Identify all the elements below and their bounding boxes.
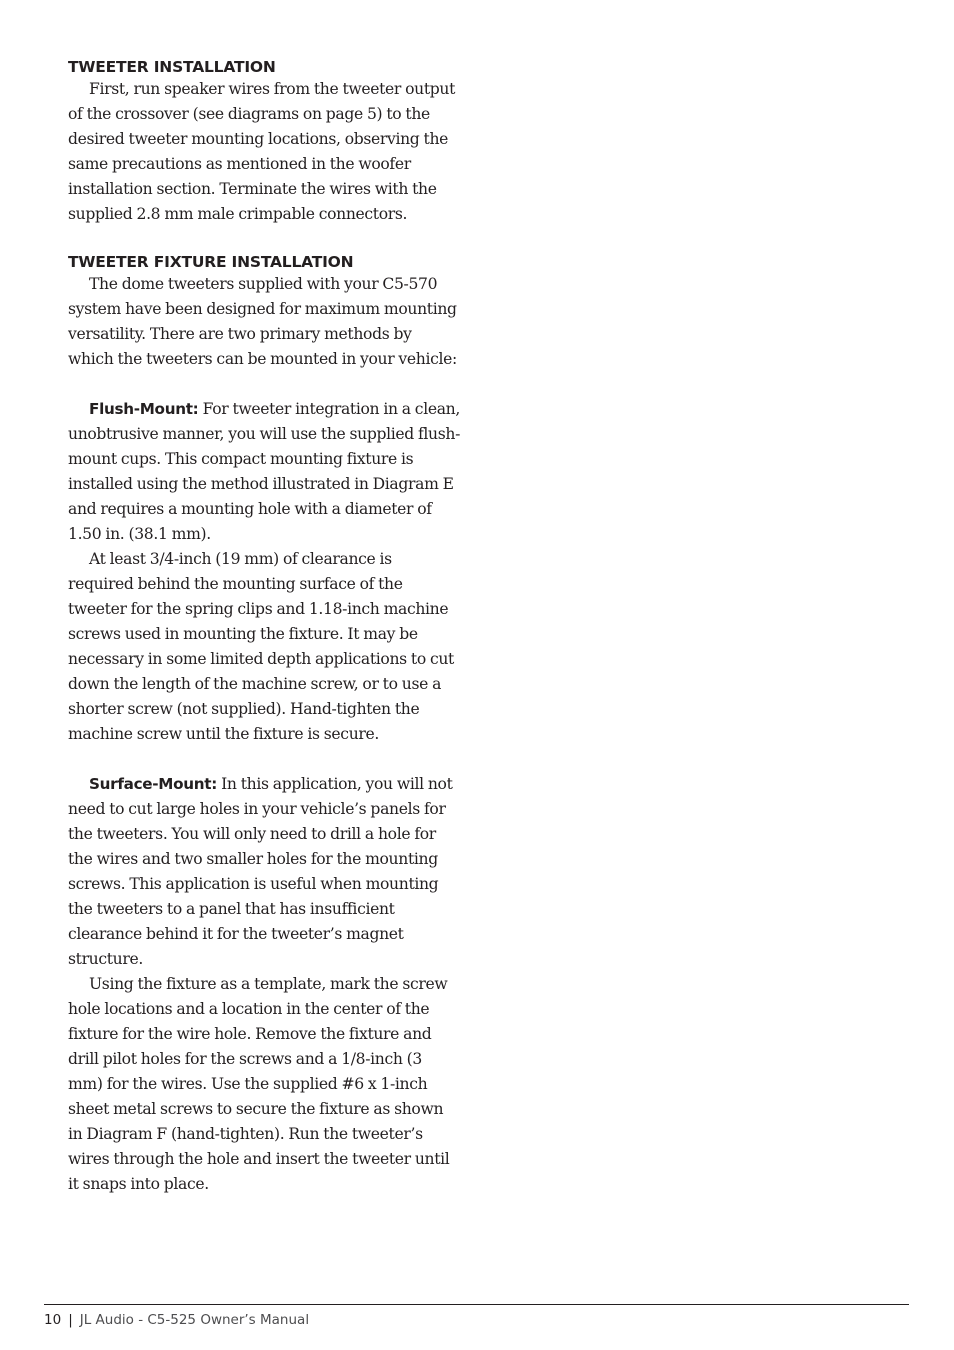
page-footer: [44, 1311, 309, 1329]
paragraph-flush-mount-clearance: At least 3/4-inch (19 mm) of clearance is required behind the mounting surface of the tweeter for the spring clips and 1.18-inch machine screws used in mounting the fixture. It may be necessary in some limited depth applications to cut down the length of the machine screw, or to use a shorter screw (not supplied). Hand-tighten the machine screw until the fixture is secure.: [68, 550, 454, 743]
paragraph-flush-mount: [68, 397, 460, 547]
main-text-column: [68, 57, 460, 1197]
footer-separator: |: [68, 1312, 73, 1328]
paragraph-surface-mount: [68, 772, 460, 972]
heading-tweeter-fixture-installation: TWEETER FIXTURE INSTALLATION: [68, 253, 354, 271]
paragraph-fixture-intro: The dome tweeters supplied with your C5-570 system have been designed for maximum mounting versatility. There are two primary methods by which the tweeters can be mounted in your vehicle:: [68, 275, 457, 368]
flush-mount-label: Flush-Mount:: [89, 400, 199, 418]
surface-mount-label: Surface-Mount:: [89, 775, 218, 793]
footer-divider: [44, 1304, 909, 1305]
paragraph-surface-mount-template: Using the fixture as a template, mark the screw hole locations and a location in the center of the fixture for the wire hole. Remove the fixture and drill pilot holes for the screws and a 1/8-inch (3 mm) for the wires. Use the supplied #6 x 1-inch sheet metal screws to secure the fixture as shown in Diagram F (hand-tighten). Run the tweeter’s wires through the hole and insert the tweeter until it snaps into place.: [68, 975, 450, 1193]
manual-title: JL Audio - C5-525 Owner’s Manual: [79, 1312, 310, 1328]
page-number: 10: [44, 1312, 62, 1328]
surface-mount-text: In this application, you will not need to cut large holes in your vehicle’s panels for the tweeters. You will only need to drill a hole for the wires and two smaller holes for the mounting screws. This application is useful when mounting the tweeters to a panel that has insufficient clearance behind it for the tweeter’s magnet structure.: [68, 775, 453, 968]
paragraph-tweeter-installation: First, run speaker wires from the tweeter output of the crossover (see diagrams on page 5) to the desired tweeter mounting locations, observing the same precautions as mentioned in the woofer installation section. Terminate the wires with the supplied 2.8 mm male crimpable connectors.: [68, 80, 456, 223]
flush-mount-text: For tweeter integration in a clean, unobtrusive manner, you will use the supplied flush-mount cups. This compact mounting fixture is installed using the method illustrated in Diagram E and requires a mounting hole with a diameter of 1.50 in. (38.1 mm).: [68, 400, 461, 543]
heading-tweeter-installation: TWEETER INSTALLATION: [68, 58, 276, 76]
